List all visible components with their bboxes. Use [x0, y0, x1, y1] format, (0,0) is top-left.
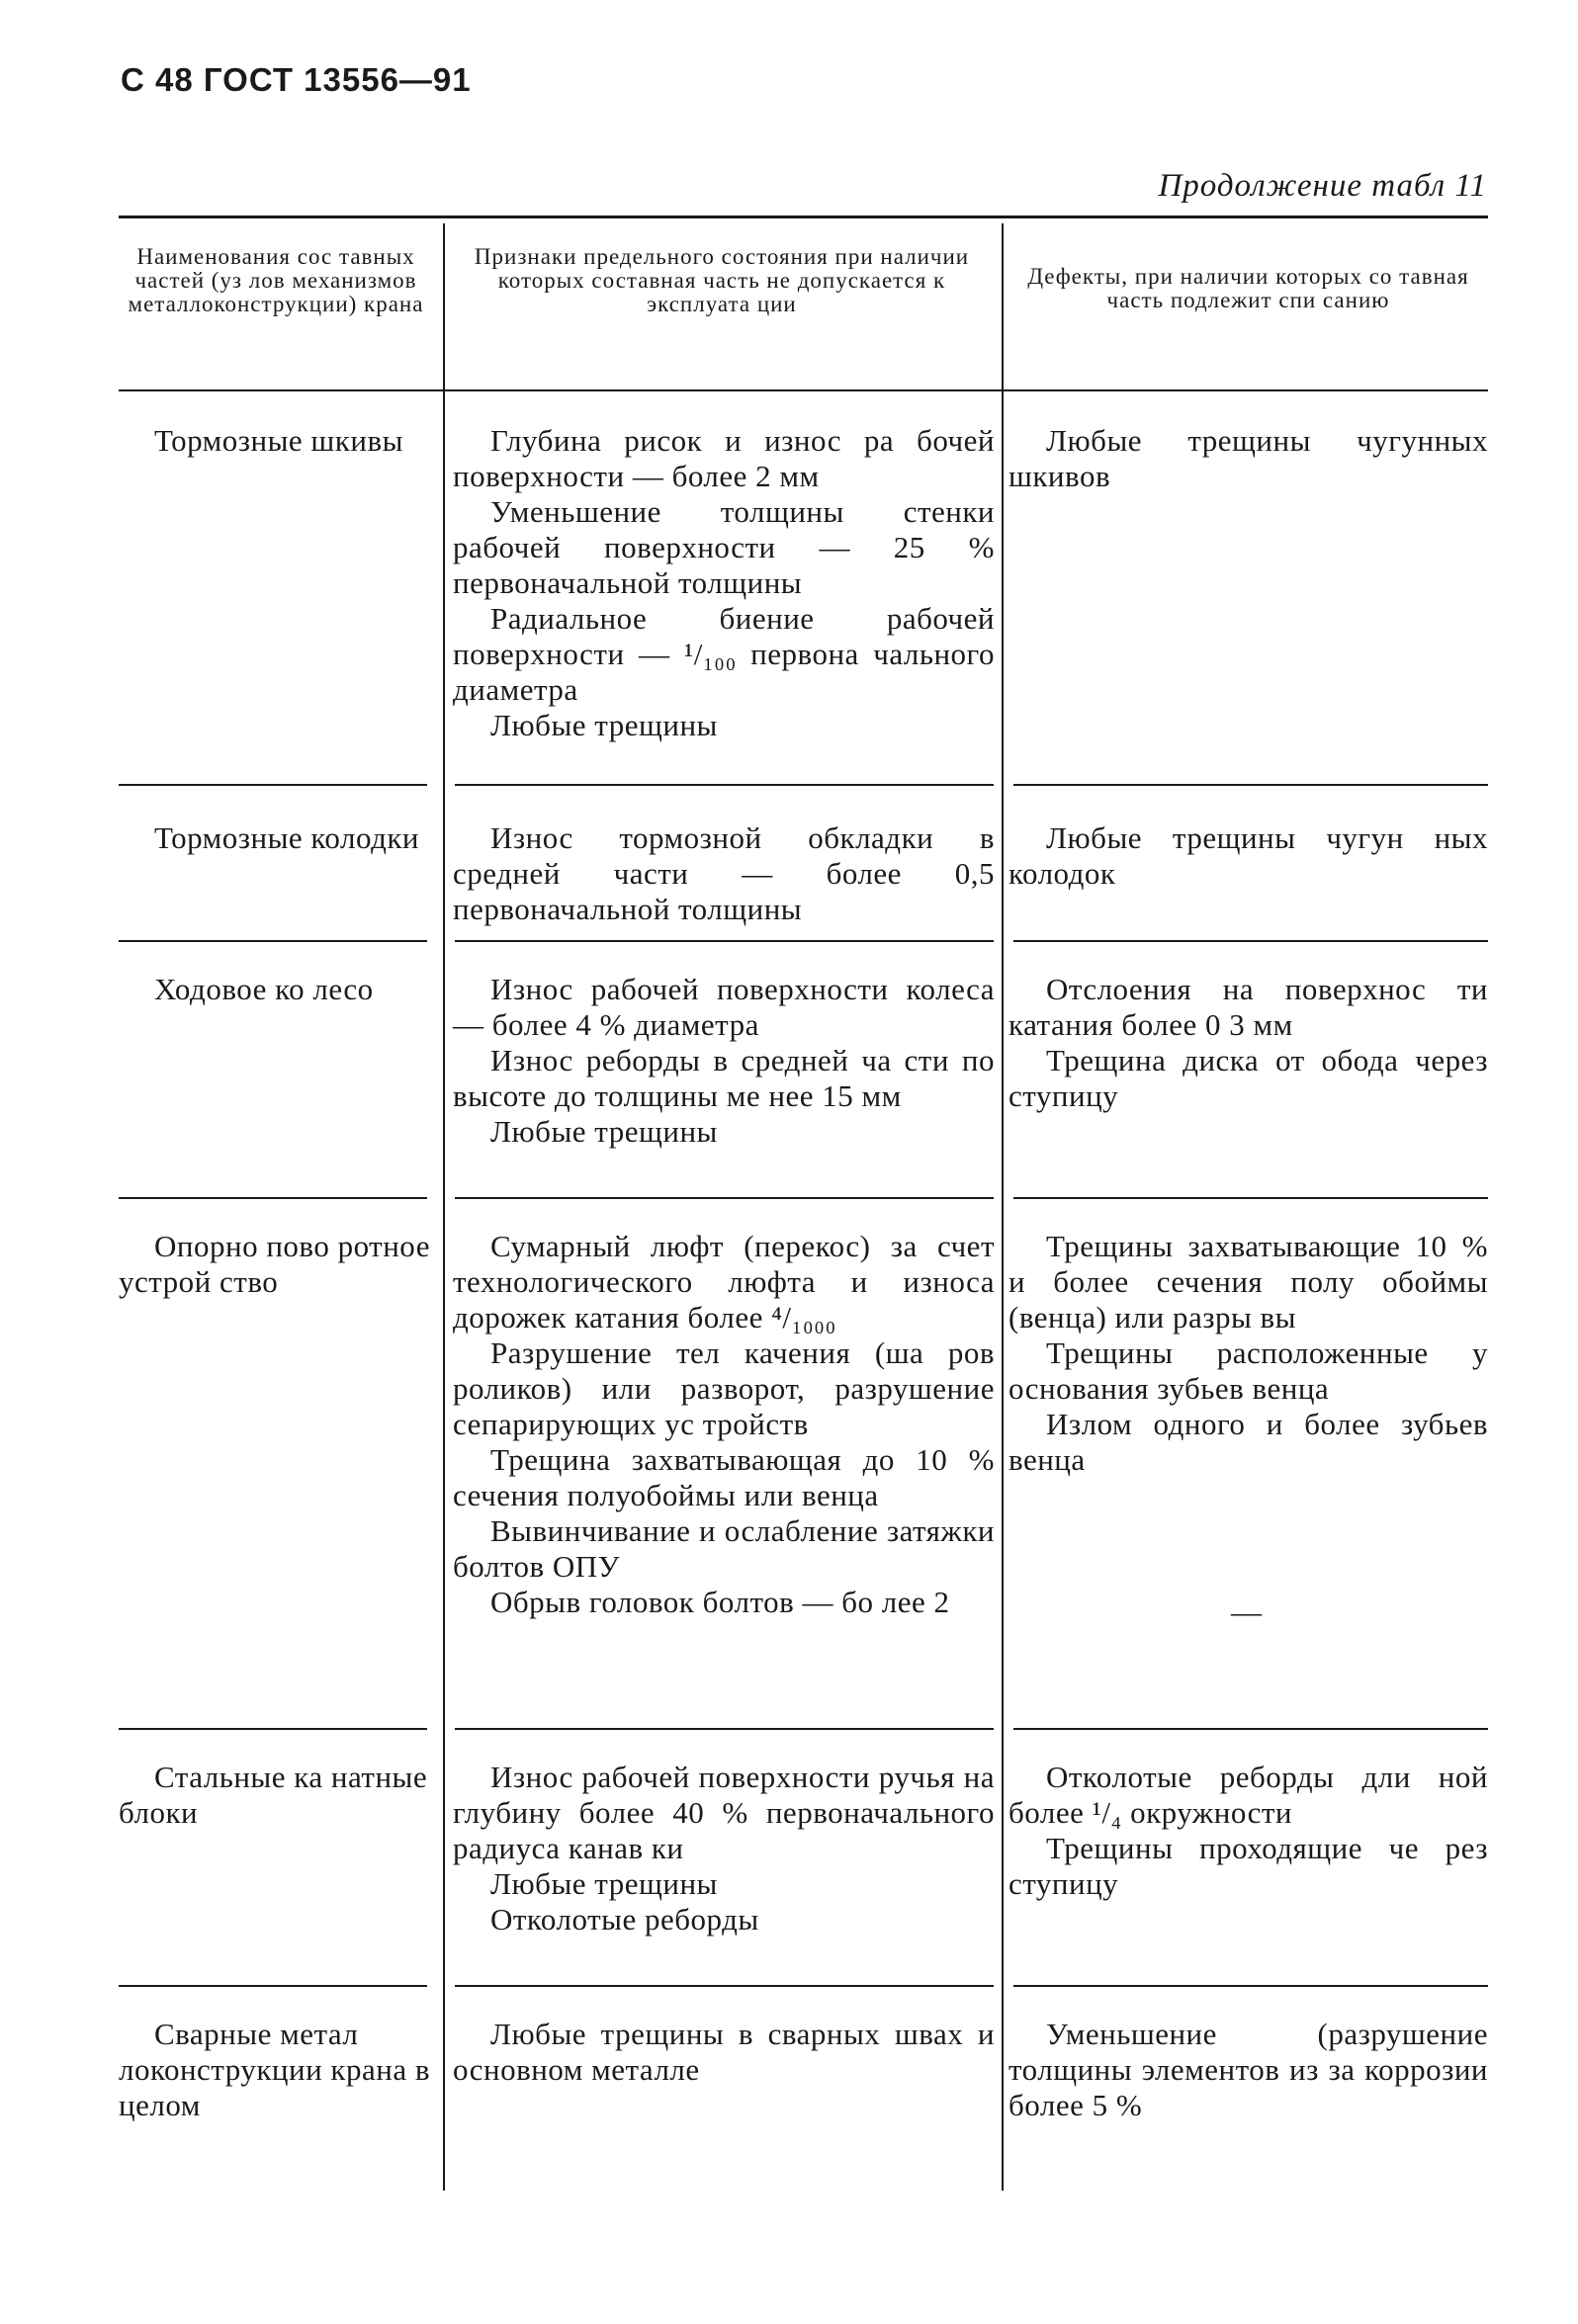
cell-paragraph: Любые трещины в сварных швах и основном металле — [453, 2017, 995, 2087]
cell-paragraph: Трещина захватывающая до 10 % сечения полуобоймы или венца — [453, 1442, 995, 1512]
cell-paragraph: Любые трещины чугунных шкивов — [1008, 423, 1488, 493]
table-cell-name — [119, 1229, 455, 1300]
cell-paragraph: Ходовое ко лесо — [154, 972, 374, 1006]
column-header-name: Наименования сос тавных частей (уз лов механизмов металлоконструкции) крана — [128, 244, 424, 316]
column-header-defects: Дефекты, при наличии которых со тавная часть подлежит спи санию — [1027, 264, 1469, 312]
table-cell-name — [119, 1760, 455, 1831]
cell-paragraph: Отколотые реборды дли ной более ¹/₄ окружности — [1008, 1760, 1488, 1830]
table-cell-signs — [453, 1760, 995, 1937]
cell-paragraph: Отслоения на поверхнос ти катания более 0 3 мм — [1008, 972, 1488, 1042]
table-cell-signs — [453, 972, 995, 1150]
table-cell-signs — [453, 423, 995, 743]
row-separator — [1013, 1197, 1488, 1199]
cell-paragraph: Любые трещины — [490, 1866, 718, 1901]
table-cell-name — [119, 2017, 455, 2123]
cell-paragraph: Стальные ка натные блоки — [119, 1760, 428, 1830]
cell-paragraph: Износ реборды в средней ча сти по высоте до толщины ме нее 15 мм — [453, 1043, 995, 1113]
row-separator — [119, 940, 427, 942]
row-separator — [455, 1728, 994, 1730]
row-separator — [1013, 784, 1488, 786]
table-cell-defects — [1008, 2017, 1488, 2123]
table-cell-signs — [453, 1229, 995, 1620]
cell-paragraph: Любые трещины чугун ных колодок — [1008, 820, 1488, 891]
cell-paragraph: Любые трещины — [490, 708, 718, 742]
table-cell-signs — [453, 2017, 995, 2088]
cell-paragraph: Глубина рисок и износ ра бочей поверхности — более 2 мм — [453, 423, 995, 493]
row-separator — [119, 1728, 427, 1730]
table-caption: Продолжение табл 11 — [1158, 168, 1487, 204]
table-cell-defects — [1008, 1760, 1488, 1902]
cell-paragraph: Вывинчивание и ослабление затяжки болтов ОПУ — [453, 1513, 995, 1584]
cell-paragraph: Трещины проходящие че рез ступицу — [1008, 1831, 1488, 1901]
row-separator — [119, 1985, 427, 1987]
cell-paragraph: Трещина диска от обода через ступицу — [1008, 1043, 1488, 1113]
table-cell-name — [119, 423, 455, 459]
cell-paragraph: Отколотые реборды — [490, 1902, 759, 1937]
empty-cell-dash: — — [1231, 1594, 1262, 1629]
table-cell-defects — [1008, 972, 1488, 1114]
column-divider-2 — [1002, 223, 1004, 2191]
table-top-rule — [119, 215, 1488, 218]
table-cell-defects — [1008, 1229, 1488, 1478]
cell-paragraph: Сварные метал локонструкции крана в целом — [119, 2017, 430, 2122]
row-separator — [1013, 1728, 1488, 1730]
column-header-signs: Признаки предельного состояния при наличии которых составная часть не допускается к эксплуата ции — [474, 244, 970, 316]
cell-paragraph: Любые трещины — [490, 1114, 718, 1149]
table-cell-signs — [453, 820, 995, 927]
cell-paragraph: Обрыв головок болтов — бо лее 2 — [490, 1585, 950, 1619]
cell-paragraph: Излом одного и более зубьев венца — [1008, 1407, 1488, 1477]
cell-paragraph: Опорно пово ротное устрой ство — [119, 1229, 430, 1299]
row-separator — [1013, 940, 1488, 942]
cell-paragraph: Износ тормозной обкладки в средней части — более 0,5 первоначальной толщины — [453, 820, 995, 926]
cell-paragraph: Трещины расположенные у основания зубьев венца — [1008, 1335, 1488, 1406]
table-cell-defects — [1008, 423, 1488, 494]
table-cell-defects — [1008, 820, 1488, 892]
row-separator — [455, 940, 994, 942]
table-cell-name — [119, 820, 455, 856]
row-separator — [455, 784, 994, 786]
row-separator — [455, 1985, 994, 1987]
header-bottom-rule — [119, 389, 1488, 391]
cell-paragraph: Трещины захватывающие 10 % и более сечения полу обоймы (венца) или разры вы — [1008, 1229, 1488, 1334]
cell-paragraph: Тормозные шкивы — [154, 423, 403, 458]
cell-paragraph: Износ рабочей поверхности ручья на глубину более 40 % первоначального радиуса канав ки — [453, 1760, 995, 1865]
cell-paragraph: Уменьшение (разрушение толщины элементов из за коррозии более 5 % — [1008, 2017, 1488, 2122]
page-header: С 48 ГОСТ 13556—91 — [121, 61, 472, 98]
table-cell-name — [119, 972, 455, 1007]
row-separator — [455, 1197, 994, 1199]
row-separator — [119, 784, 427, 786]
cell-paragraph: Разрушение тел качения (ша ров роликов) или разворот, разрушение сепарирующих ус тройств — [453, 1335, 995, 1441]
cell-paragraph: Радиальное биение рабочей поверхности — ¹/₁₀₀ первона чального диаметра — [453, 601, 995, 707]
row-separator — [119, 1197, 427, 1199]
cell-paragraph: Износ рабочей поверхности колеса — более 4 % диаметра — [453, 972, 995, 1042]
row-separator — [1013, 1985, 1488, 1987]
cell-paragraph: Тормозные колодки — [154, 820, 420, 855]
column-divider-1 — [443, 223, 445, 2191]
cell-paragraph: Уменьшение толщины стенки рабочей поверхности — 25 % первоначальной толщины — [453, 494, 995, 600]
cell-paragraph: Сумарный люфт (перекос) за счет технологического люфта и износа дорожек катания более ⁴/₁₀₀₀ — [453, 1229, 995, 1334]
